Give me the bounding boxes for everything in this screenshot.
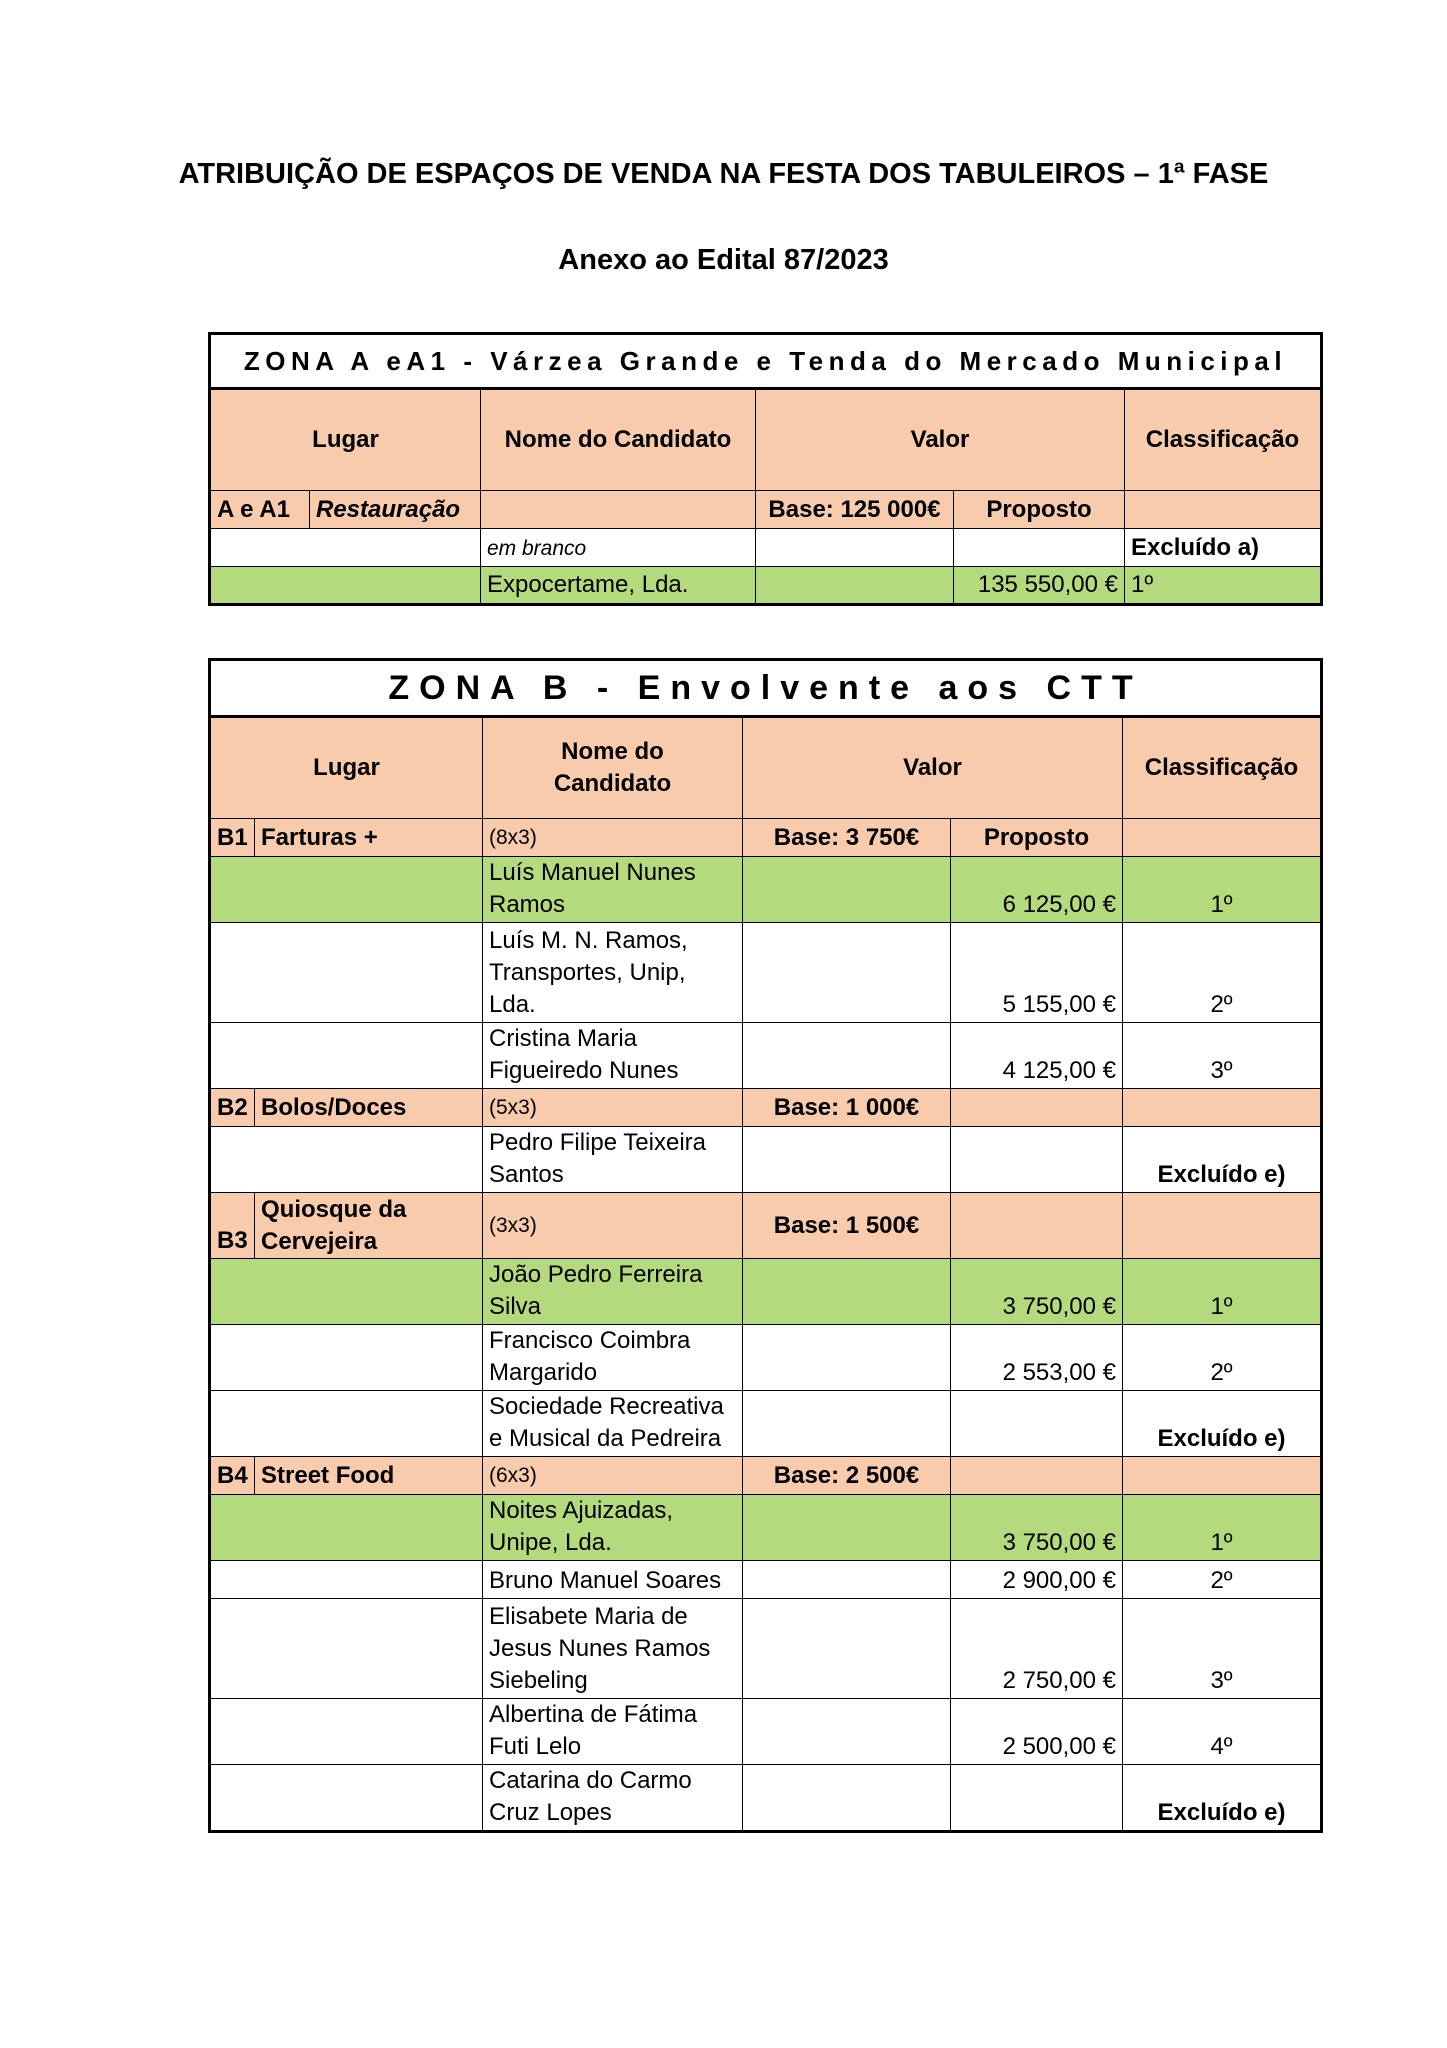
- section-empty: [481, 491, 756, 529]
- section-size: (5x3): [483, 1089, 743, 1127]
- proposed-value: 2 553,00 €: [951, 1325, 1123, 1391]
- header-lugar: Lugar: [210, 389, 481, 491]
- candidate-name: Pedro Filipe Teixeira Santos: [483, 1127, 743, 1193]
- candidate-name: Noites Ajuizadas, Unipe, Lda.: [483, 1495, 743, 1561]
- table-row: [210, 1259, 1322, 1325]
- table-row: [210, 1765, 1322, 1832]
- zona-b-table: [208, 658, 1323, 1833]
- classification: 2º: [1123, 923, 1322, 1023]
- section-name: Restauração: [310, 491, 481, 529]
- table-row: [210, 1561, 1322, 1599]
- candidate-name: Elisabete Maria de Jesus Nunes Ramos Siebeling: [483, 1599, 743, 1699]
- section-base: Base: 1 000€: [743, 1089, 951, 1127]
- proposed-value: [954, 529, 1125, 567]
- classification: Excluído e): [1123, 1765, 1322, 1832]
- section-row: [210, 1193, 1322, 1259]
- section-base: Base: 2 500€: [743, 1457, 951, 1495]
- table-row: [210, 1699, 1322, 1765]
- proposed-value: [951, 1391, 1123, 1457]
- table-row: [210, 567, 1322, 605]
- classification: 3º: [1123, 1599, 1322, 1699]
- candidate-name: Catarina do Carmo Cruz Lopes: [483, 1765, 743, 1832]
- section-base: Base: 125 000€: [756, 491, 954, 529]
- section-size: (8x3): [483, 819, 743, 857]
- section-name: Farturas +: [255, 819, 483, 857]
- header-classificacao: Classificação: [1125, 389, 1322, 491]
- header-nome: Nome do Candidato: [481, 389, 756, 491]
- classification: 4º: [1123, 1699, 1322, 1765]
- table-row: [210, 1325, 1322, 1391]
- proposed-value: 2 900,00 €: [951, 1561, 1123, 1599]
- proposed-value: 135 550,00 €: [954, 567, 1125, 605]
- proposed-value: 5 155,00 €: [951, 923, 1123, 1023]
- section-row: [210, 1457, 1322, 1495]
- section-base: Base: 3 750€: [743, 819, 951, 857]
- table-row: [210, 1599, 1322, 1699]
- classification: Excluído e): [1123, 1391, 1322, 1457]
- header-valor: Valor: [743, 717, 1123, 819]
- candidate-name: Bruno Manuel Soares: [483, 1561, 743, 1599]
- section-code: B4: [210, 1457, 255, 1495]
- classification: 2º: [1123, 1325, 1322, 1391]
- candidate-name: Sociedade Recreativa e Musical da Pedreira: [483, 1391, 743, 1457]
- header-classificacao: Classificação: [1123, 717, 1322, 819]
- section-size: (3x3): [483, 1193, 743, 1259]
- section-code: A e A1: [210, 491, 310, 529]
- classification: 2º: [1123, 1561, 1322, 1599]
- classification: Excluído e): [1123, 1127, 1322, 1193]
- classification: 3º: [1123, 1023, 1322, 1089]
- classification: 1º: [1123, 857, 1322, 923]
- table-row: [210, 923, 1322, 1023]
- candidate-name: Cristina Maria Figueiredo Nunes: [483, 1023, 743, 1089]
- proposed-value: [951, 1127, 1123, 1193]
- table-row: [210, 1391, 1322, 1457]
- proposed-value: 3 750,00 €: [951, 1495, 1123, 1561]
- candidate-name: João Pedro Ferreira Silva: [483, 1259, 743, 1325]
- section-row: [210, 819, 1322, 857]
- header-lugar: Lugar: [210, 717, 483, 819]
- proposed-value: 4 125,00 €: [951, 1023, 1123, 1089]
- zona-a-table: [208, 332, 1323, 606]
- section-code: B1: [210, 819, 255, 857]
- candidate-name: em branco: [481, 529, 756, 567]
- proposed-value: 3 750,00 €: [951, 1259, 1123, 1325]
- header-nome: Nome do Candidato: [483, 717, 743, 819]
- section-code: B2: [210, 1089, 255, 1127]
- table-row: [210, 857, 1322, 923]
- proposed-value: 2 500,00 €: [951, 1699, 1123, 1765]
- section-name: Quiosque da Cervejeira: [255, 1193, 483, 1259]
- section-empty: [1125, 491, 1322, 529]
- section-row: [210, 1089, 1322, 1127]
- table-row: [210, 1023, 1322, 1089]
- section-base: Base: 1 500€: [743, 1193, 951, 1259]
- zona-a-title: ZONA A eA1 - Várzea Grande e Tenda do Mercado Municipal: [210, 334, 1322, 389]
- candidate-name: Luís Manuel Nunes Ramos: [483, 857, 743, 923]
- section-proposto: Proposto: [954, 491, 1125, 529]
- proposed-value: 6 125,00 €: [951, 857, 1123, 923]
- candidate-name: Luís M. N. Ramos, Transportes, Unip, Lda.: [483, 923, 743, 1023]
- classification: 1º: [1123, 1495, 1322, 1561]
- proposed-value: 2 750,00 €: [951, 1599, 1123, 1699]
- zona-b-title: ZONA B - Envolvente aos CTT: [210, 660, 1322, 717]
- classification: Excluído a): [1125, 529, 1322, 567]
- classification: 1º: [1125, 567, 1322, 605]
- candidate-name: Francisco Coimbra Margarido: [483, 1325, 743, 1391]
- document-subtitle: Anexo ao Edital 87/2023: [558, 244, 889, 276]
- table-row: [210, 529, 1322, 567]
- header-valor: Valor: [756, 389, 1125, 491]
- section-size: (6x3): [483, 1457, 743, 1495]
- table-row: [210, 1127, 1322, 1193]
- candidate-name: Expocertame, Lda.: [481, 567, 756, 605]
- candidate-name: Albertina de Fátima Futi Lelo: [483, 1699, 743, 1765]
- proposed-value: [951, 1765, 1123, 1832]
- section-code: B3: [210, 1193, 255, 1259]
- section-name: Street Food: [255, 1457, 483, 1495]
- classification: 1º: [1123, 1259, 1322, 1325]
- section-name: Bolos/Doces: [255, 1089, 483, 1127]
- section-proposto: Proposto: [951, 819, 1123, 857]
- document-title: ATRIBUIÇÃO DE ESPAÇOS DE VENDA NA FESTA DOS TABULEIROS – 1ª FASE: [178, 158, 1269, 190]
- table-row: [210, 1495, 1322, 1561]
